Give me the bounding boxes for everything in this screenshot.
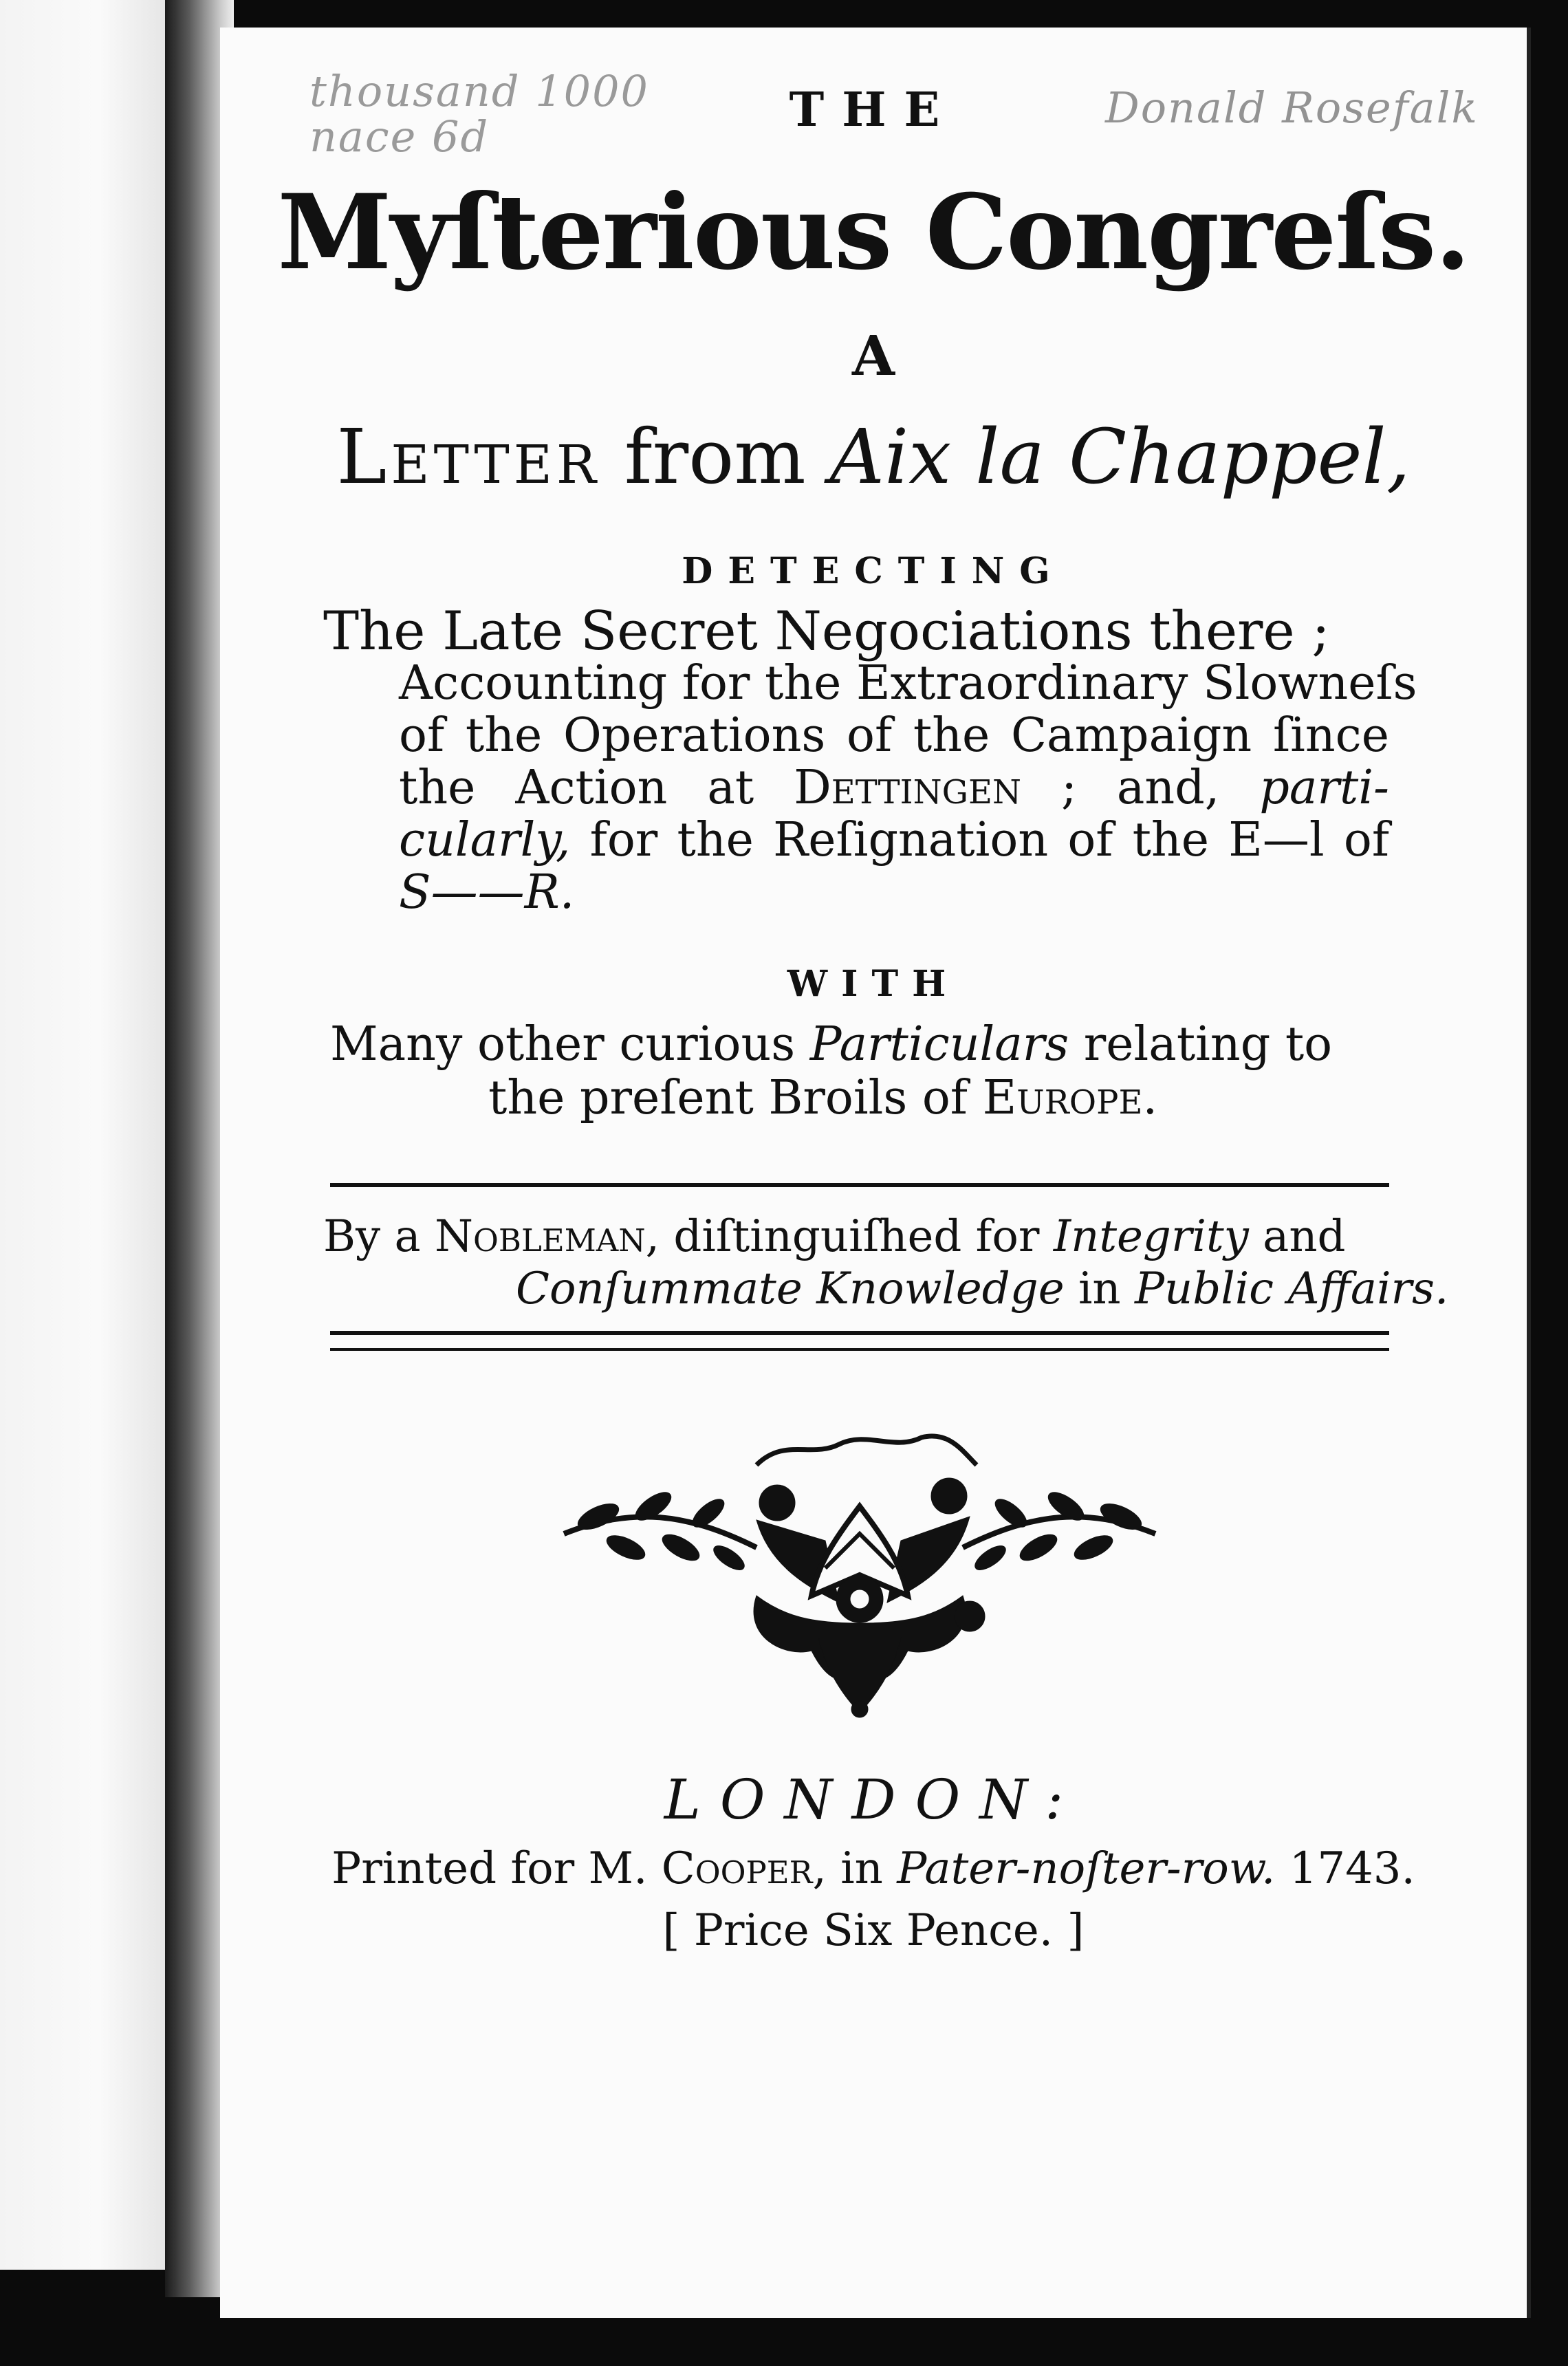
dettingen: Dettingen [794,761,1022,815]
desc-line-5b: for the Reſignation of the E—l of [570,813,1389,867]
with-heading: WITH [787,963,960,1005]
author-line-1e: and [1248,1211,1346,1262]
desc-line-4 [399,762,1389,814]
many-line-1 [330,1017,1333,1072]
imprint-price: [ Price Six Pence. ] [662,1905,1085,1956]
description-paragraph [316,600,1417,920]
desc-line-1: The Late Secret Negociations there ; [323,600,1330,662]
letter-line [220,413,1527,501]
particulars-paragraph [323,1018,1382,1125]
many-line-1a: Many other curious [330,1017,810,1072]
desc-line-3: of the Operations of the Campaign ſince [399,708,1389,763]
integrity-word: Integrity [1053,1211,1249,1262]
author-line-1c: diſtinguiſhed for [660,1211,1054,1262]
printed-in: in [826,1843,897,1894]
particulars-word: Particulars [809,1017,1069,1072]
handwriting-right: Donald Rosefalk [1105,83,1479,133]
handwriting-left-line1: thousand 1000 [309,66,649,116]
printer-name: Cooper, [661,1843,827,1894]
many-line-2 [488,1072,1382,1125]
desc-line-4a: the Action at [399,761,794,815]
main-title: Myſterious Congreſs. [277,172,1470,293]
desc-line-2: Accounting for the Extraordinary Slowneſs [399,656,1417,710]
printed-for: Printed for M. [331,1843,662,1894]
public-affairs-words: Public Affairs. [1134,1263,1449,1314]
imprint-city: LONDON: [664,1768,1083,1832]
knowledge-words: Conſummate Knowledge [516,1263,1065,1314]
desc-line-5 [399,814,1389,867]
letter-word: Letter [336,413,600,501]
author-line-1 [323,1211,1396,1263]
detecting-heading: DETECTING [682,550,1065,592]
many-line-2a: the preſent Broils of [488,1071,983,1125]
desc-line-5a: cularly, [399,813,571,867]
title-page [220,28,1531,2318]
author-statement [323,1211,1449,1315]
from-word: from [600,413,830,501]
imprint-printer [220,1843,1527,1894]
author-line-1a: By a [323,1211,435,1262]
nobleman-word: Nobleman, [435,1211,660,1262]
desc-line-6: S——R. [399,865,575,920]
rule-upper [330,1183,1389,1187]
printer-address: Pater-noſter-row. [897,1843,1276,1894]
handwriting-left-line2: nace 6d [309,111,490,162]
rule-double-top [330,1331,1389,1335]
place-name: Aix la Chappel, [829,413,1411,501]
eagle-crest-ornament-icon [550,1431,1169,1719]
desc-line-4d: parti- [1259,761,1389,815]
facing-page-edge [0,0,165,2270]
imprint-year: 1743. [1275,1843,1415,1894]
europe-word: Europe. [982,1071,1158,1125]
author-line-2b: in [1064,1263,1135,1314]
desc-line-4c: ; and, [1021,761,1260,815]
many-line-1c: relating to [1069,1017,1333,1072]
author-line-2 [516,1263,1449,1315]
title-a: A [851,323,895,388]
rule-double-bottom [330,1348,1389,1351]
title-article: THE [789,83,958,138]
